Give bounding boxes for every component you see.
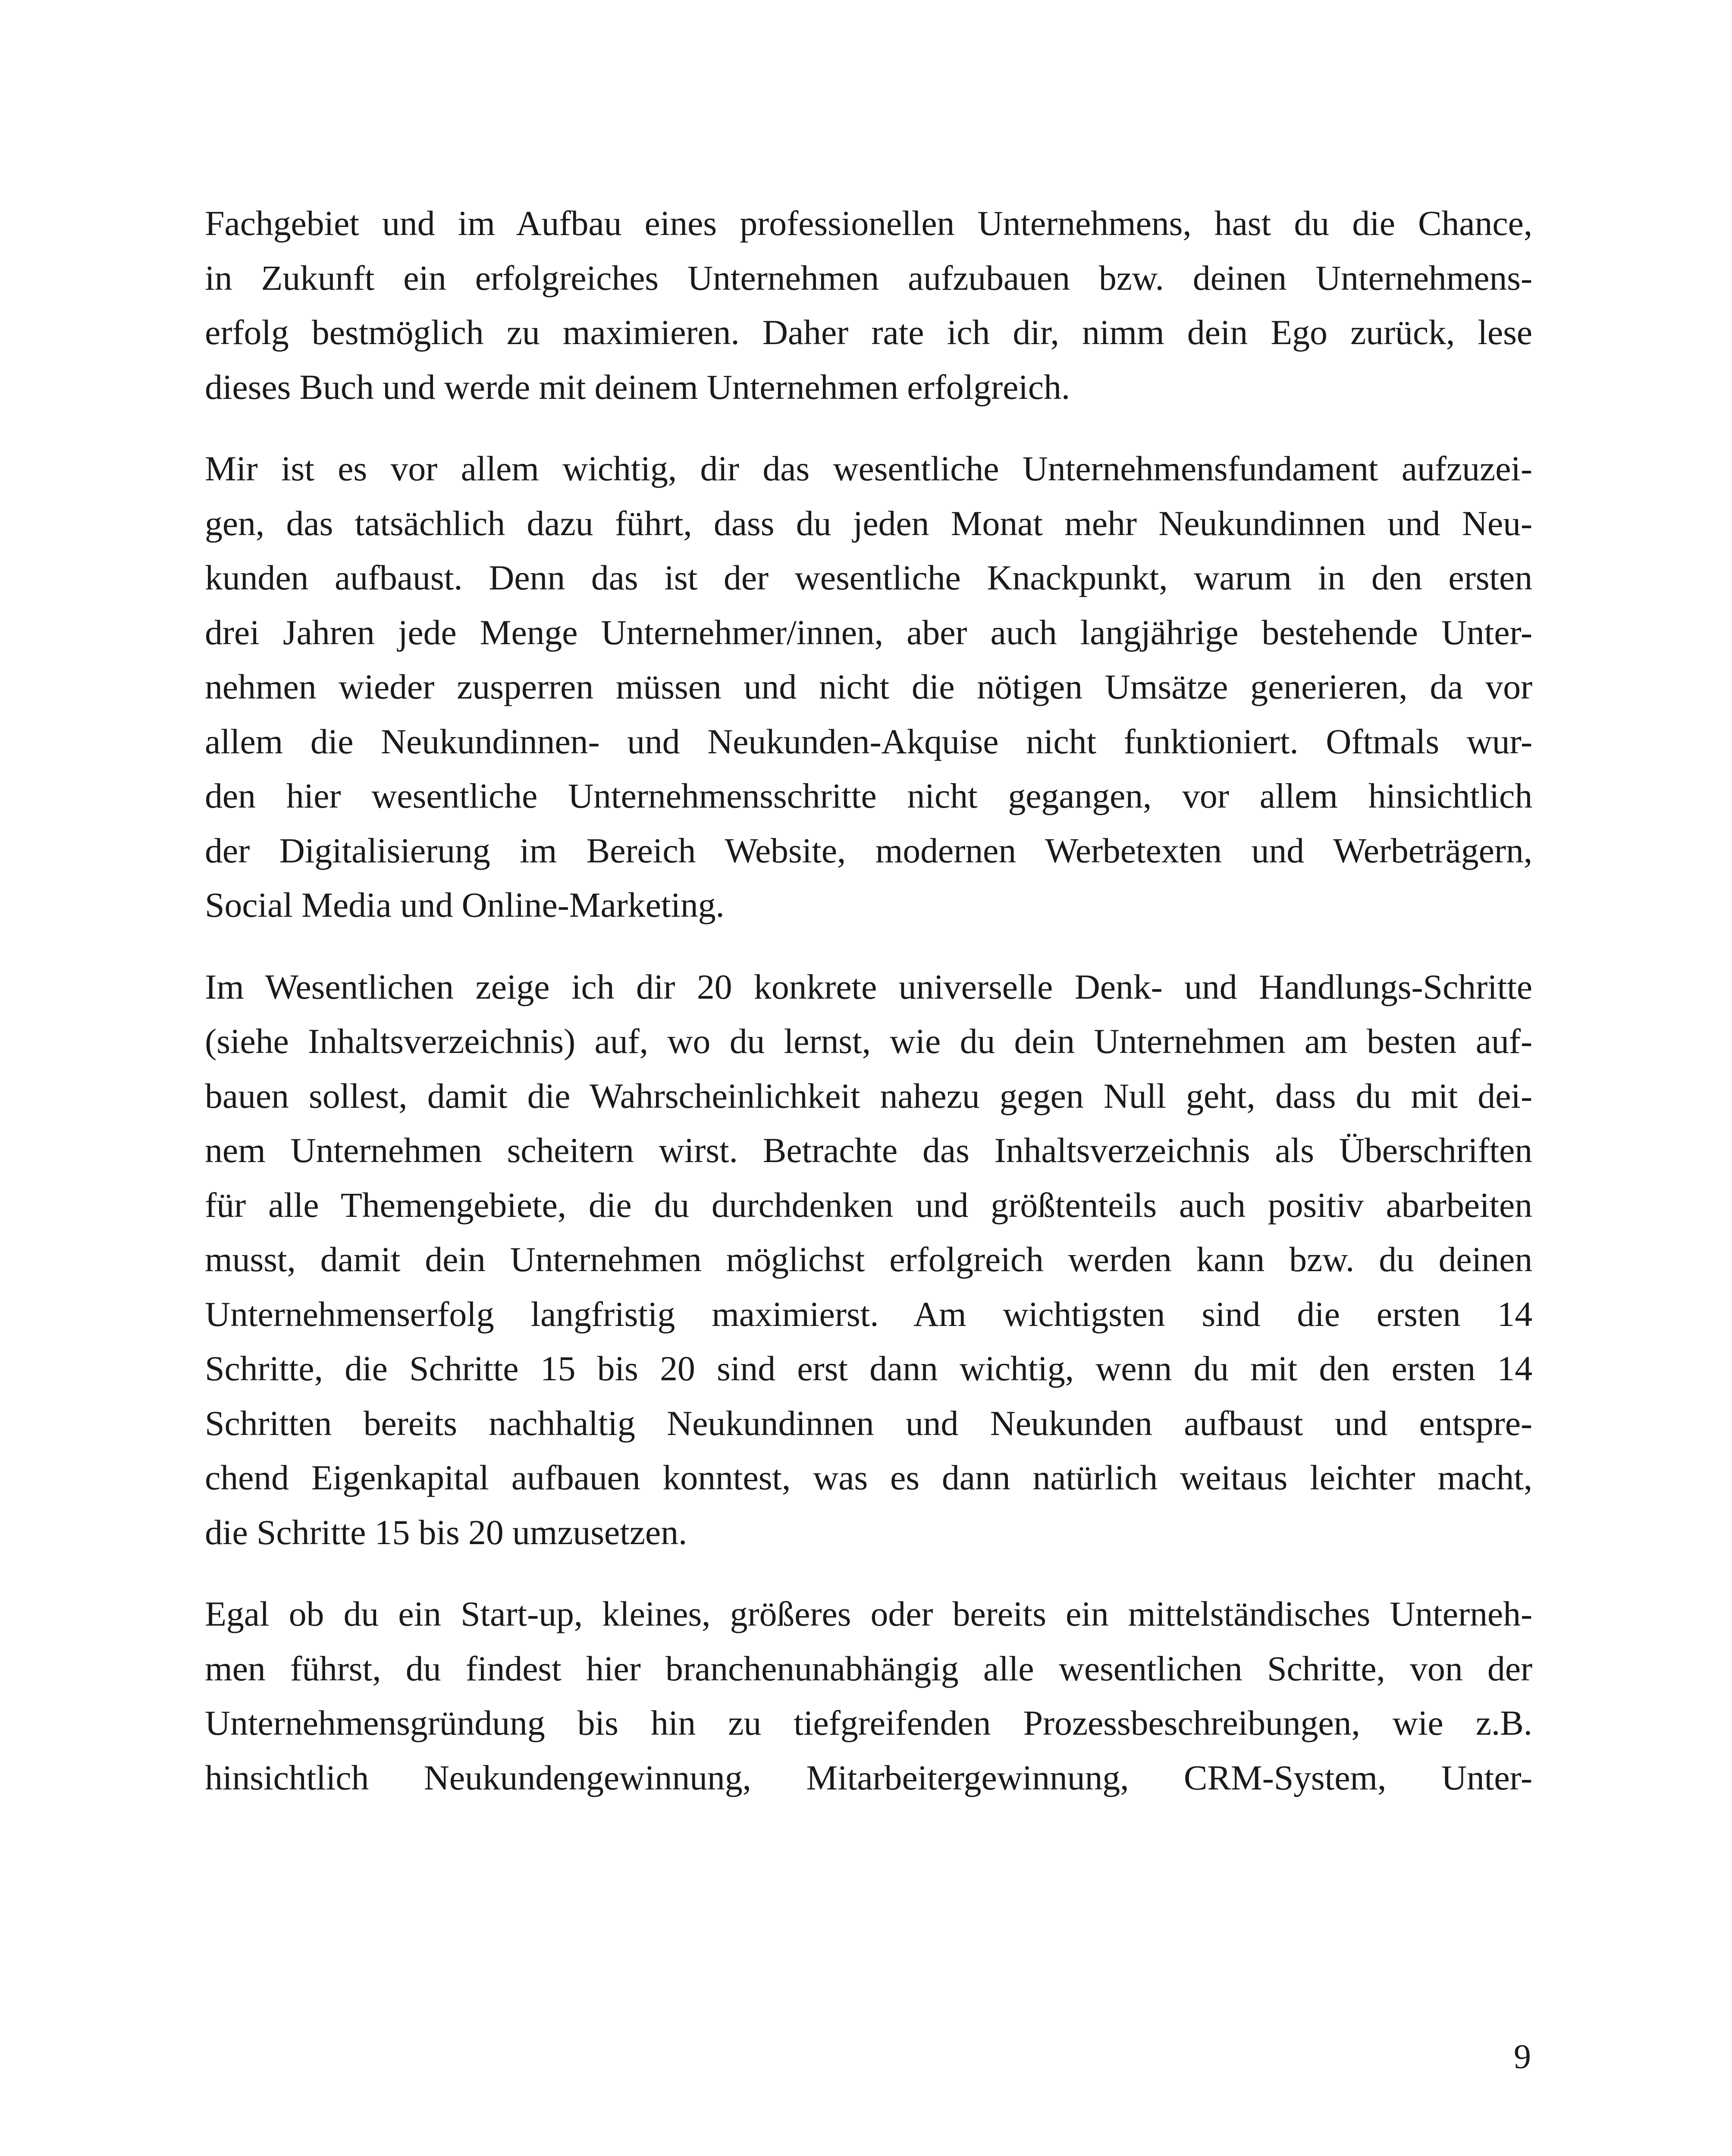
text-line: Mir ist es vor allem wichtig, dir das wesentliche Unternehmensfundament aufzuzei- [205, 449, 1532, 488]
text-line: Unternehmenserfolg langfristig maximierst. Am wichtigsten sind die ersten 14 [205, 1294, 1532, 1334]
text-line: den hier wesentliche Unternehmensschritte nicht gegangen, vor allem hinsichtlich [205, 776, 1532, 815]
text-line: kunden aufbaust. Denn das ist der wesentliche Knackpunkt, warum in den ersten [205, 558, 1532, 597]
text-line: musst, damit dein Unternehmen möglichst erfolgreich werden kann bzw. du deinen [205, 1240, 1532, 1279]
text-line: Fachgebiet und im Aufbau eines professionellen Unternehmens, hast du die Chance, [205, 204, 1532, 243]
text-line: hinsichtlich Neukundengewinnung, Mitarbeitergewinnung, CRM-System, Unter- [205, 1758, 1532, 1797]
text-line: Im Wesentlichen zeige ich dir 20 konkrete universelle Denk- und Handlungs-Schritte [205, 967, 1532, 1006]
text-line: erfolg bestmöglich zu maximieren. Daher rate ich dir, nimm dein Ego zurück, lese [205, 313, 1532, 352]
text-line: gen, das tatsächlich dazu führt, dass du jeden Monat mehr Neukundinnen und Neu- [205, 503, 1532, 543]
text-line: Egal ob du ein Start-up, kleines, größeres oder bereits ein mittelständisches Unterneh- [205, 1594, 1532, 1633]
text-line: für alle Themengebiete, die du durchdenken und größtenteils auch positiv abarbeiten [205, 1185, 1532, 1225]
paragraph-3 [205, 960, 1532, 1560]
text-line: nehmen wieder zusperren müssen und nicht die nötigen Umsätze generieren, da vor [205, 667, 1532, 706]
text-line: (siehe Inhaltsverzeichnis) auf, wo du lernst, wie du dein Unternehmen am besten auf- [205, 1022, 1532, 1061]
text-line: Schritten bereits nachhaltig Neukundinnen und Neukunden aufbaust und entspre- [205, 1403, 1532, 1443]
text-line: dieses Buch und werde mit deinem Unternehmen erfolgreich. [205, 367, 1070, 407]
page-number: 9 [1514, 2038, 1531, 2076]
paragraph-1 [205, 196, 1532, 414]
text-line: nem Unternehmen scheitern wirst. Betrachte das Inhaltsverzeichnis als Überschriften [205, 1131, 1532, 1170]
text-line: der Digitalisierung im Bereich Website, modernen Werbetexten und Werbeträgern, [205, 830, 1532, 870]
text-line: chend Eigenkapital aufbauen konntest, was es dann natürlich weitaus leichter macht, [205, 1458, 1532, 1497]
text-line: die Schritte 15 bis 20 umzusetzen. [205, 1512, 687, 1552]
text-line: Social Media und Online-Marketing. [205, 885, 725, 924]
text-line: allem die Neukundinnen- und Neukunden-Akquise nicht funktioniert. Oftmals wur- [205, 721, 1532, 761]
text-line: in Zukunft ein erfolgreiches Unternehmen aufzubauen bzw. deinen Unternehmens- [205, 258, 1532, 298]
paragraph-4 [205, 1587, 1532, 1805]
text-line: Unternehmensgründung bis hin zu tiefgreifenden Prozessbeschreibungen, wie z.B. [205, 1703, 1532, 1742]
text-line: drei Jahren jede Menge Unternehmer/innen, aber auch langjährige bestehende Unter- [205, 612, 1532, 652]
body-text [205, 196, 1532, 1832]
paragraph-2 [205, 442, 1532, 933]
text-line: men führst, du findest hier branchenunabhängig alle wesentlichen Schritte, von der [205, 1648, 1532, 1688]
text-line: Schritte, die Schritte 15 bis 20 sind erst dann wichtig, wenn du mit den ersten 14 [205, 1349, 1532, 1388]
text-line: bauen sollest, damit die Wahrscheinlichkeit nahezu gegen Null geht, dass du mit dei- [205, 1076, 1532, 1116]
